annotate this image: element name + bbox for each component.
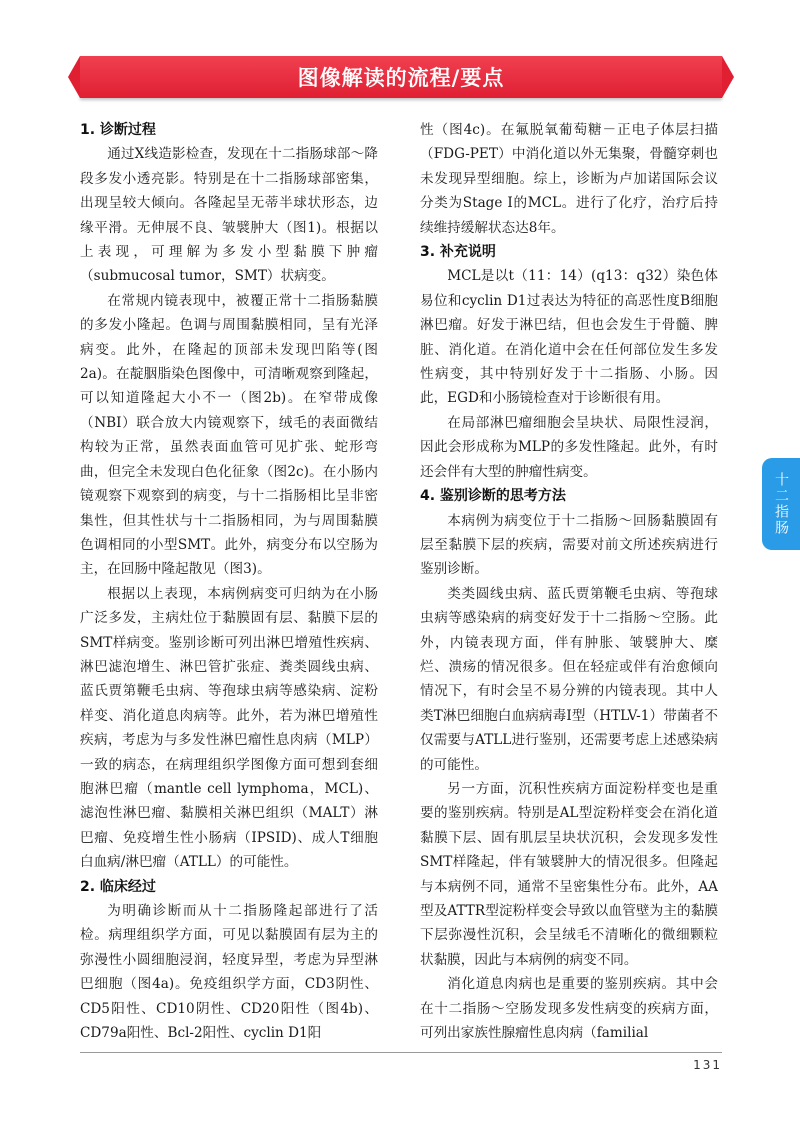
- paragraph: 根据以上表现，本病例病变可归纳为在小肠广泛多发，主病灶位于黏膜固有层、黏膜下层的SMT样病变。鉴别诊断可列出淋巴增殖性疾病、淋巴滤泡增生、淋巴管扩张症、粪类圆线虫病、蓝氏贾第鞭毛虫病、等孢球虫病等感染病、淀粉样变、消化道息肉病等。此外，若为淋巴增殖性疾病，考虑为与多发性淋巴瘤性息肉病（MLP）一致的病态，在病理组织学图像方面可想到套细胞淋巴瘤（mantle cell lymphoma，MCL)、滤泡性淋巴瘤、黏膜相关淋巴组织（MALT）淋巴瘤、免疫增生性小肠病（IPSID)、成人T细胞白血病/淋巴瘤（ATLL）的可能性。: [80, 585, 378, 871]
- paragraph: 通过X线造影检查，发现在十二指肠球部～降段多发小透亮影。特别是在十二指肠球部密集，出现呈较大倾向。各隆起呈无蒂半球状形态，边缘平滑。无伸展不良、皱襞肿大（图1)。根据以上表现，可理解为多发小型黏膜下肿瘤（submucosal tumor，SMT）状病变。: [80, 146, 378, 285]
- paragraph: 为明确诊断而从十二指肠隆起部进行了活检。病理组织学方面，可见以黏膜固有层为主的弥漫性小圆细胞浸润，轻度异型，考虑为异型淋巴细胞（图4a)。免疫组织学方面，CD3阴性、CD5阳性、CD10阴性、CD20阳性（图4b)、CD79a阳性、Bcl-2阳性、cyclin D1阳: [80, 903, 378, 1042]
- paragraph: 另一方面，沉积性疾病方面淀粉样变也是重要的鉴别疾病。特别是AL型淀粉样变会在消化道黏膜下层、固有肌层呈块状沉积，会发现多发性SMT样隆起，伴有皱襞肿大的情况很多。但隆起与本病例不同，通常不呈密集性分布。此外，AA型及ATTR型淀粉样变会导致以血管壁为主的黏膜下层弥漫性沉积，会呈绒毛不清晰化的微细颗粒状黏膜，因此与本病例的病变不同。: [420, 780, 718, 968]
- paragraph: 消化道息肉病也是重要的鉴别疾病。其中会在十二指肠～空肠发现多发性病变的疾病方面，可列出家族性腺瘤性息肉病（familial: [420, 976, 718, 1042]
- left-column: [80, 118, 378, 1045]
- heading-diagnosis-process: 1. 诊断过程: [80, 122, 156, 138]
- paragraph-continued: 性（图4c)。在氟脱氧葡萄糖－正电子体层扫描（FDG-PET）中消化道以外无集聚，骨髓穿刺也未发现异型细胞。综上，诊断为卢加诺国际会议分类为Stage Ⅰ的MCL。进行了化疗，治疗后持续维持缓解状态达8年。: [420, 122, 718, 236]
- page-number: 131: [693, 1058, 722, 1072]
- banner-right-fold: [722, 56, 734, 98]
- banner-left-fold: [68, 56, 80, 98]
- paragraph: 类类圆线虫病、蓝氏贾第鞭毛虫病、等孢球虫病等感染病的病变好发于十二指肠～空肠。此外，内镜表现方面，伴有肿胀、皱襞肿大、糜烂、溃疡的情况很多。但在轻症或伴有治愈倾向情况下，有时会呈不易分辨的内镜表现。其中人类T淋巴细胞白血病病毒Ⅰ型（HTLV-1）带菌者不仅需要与ATLL进行鉴别，还需要考虑上述感染病的可能性。: [420, 585, 718, 773]
- section-banner: [80, 56, 722, 98]
- heading-supplementary-notes: 3. 补充说明: [420, 244, 496, 261]
- paragraph: 本病例为病变位于十二指肠～回肠黏膜固有层至黏膜下层的疾病，需要对前文所述疾病进行鉴别诊断。: [420, 512, 718, 578]
- right-column: [420, 118, 718, 1045]
- chapter-tab-duodenum: [762, 458, 800, 550]
- section-title: 图像解读的流程/要点: [297, 66, 505, 90]
- chapter-tab-label: 十二指肠: [773, 472, 789, 536]
- paragraph: 在局部淋巴瘤细胞会呈块状、局限性浸润，因此会形成称为MLP的多发性隆起。此外，有时还会伴有大型的肿瘤性病变。: [420, 414, 718, 480]
- paragraph: MCL是以t（11：14）(q13：q32）染色体易位和cyclin D1过表达为特征的高恶性度B细胞淋巴瘤。好发于淋巴结，但也会发生于骨髓、脾脏、消化道。在消化道中会在任何部位发生多发性病变，其中特别好发于十二指肠、小肠。因此，EGD和小肠镜检查对于诊断很有用。: [420, 268, 718, 407]
- paragraph: 在常规内镜表现中，被覆正常十二指肠黏膜的多发小隆起。色调与周围黏膜相同，呈有光泽病变。此外，在隆起的顶部未发现凹陷等(图2a)。在靛胭脂染色图像中，可清晰观察到隆起，可以知道隆起大小不一（图2b)。在窄带成像（NBI）联合放大内镜观察下，绒毛的表面微结构较为正常，虽然表面血管可见扩张、蛇形弯曲，但完全未发现白色化征象（图2c)。在小肠内镜观察下观察到的病变，与十二指肠相比呈非密集性，但其性状与十二指肠相同，为与周围黏膜色调相同的小型SMT。此外，病变分布以空肠为主，在回肠中隆起散见（图3)。: [80, 292, 378, 578]
- heading-differential-diagnosis: 4. 鉴别诊断的思考方法: [420, 488, 566, 505]
- footer-divider: [80, 1052, 722, 1053]
- heading-clinical-course: 2. 临床经过: [80, 878, 156, 895]
